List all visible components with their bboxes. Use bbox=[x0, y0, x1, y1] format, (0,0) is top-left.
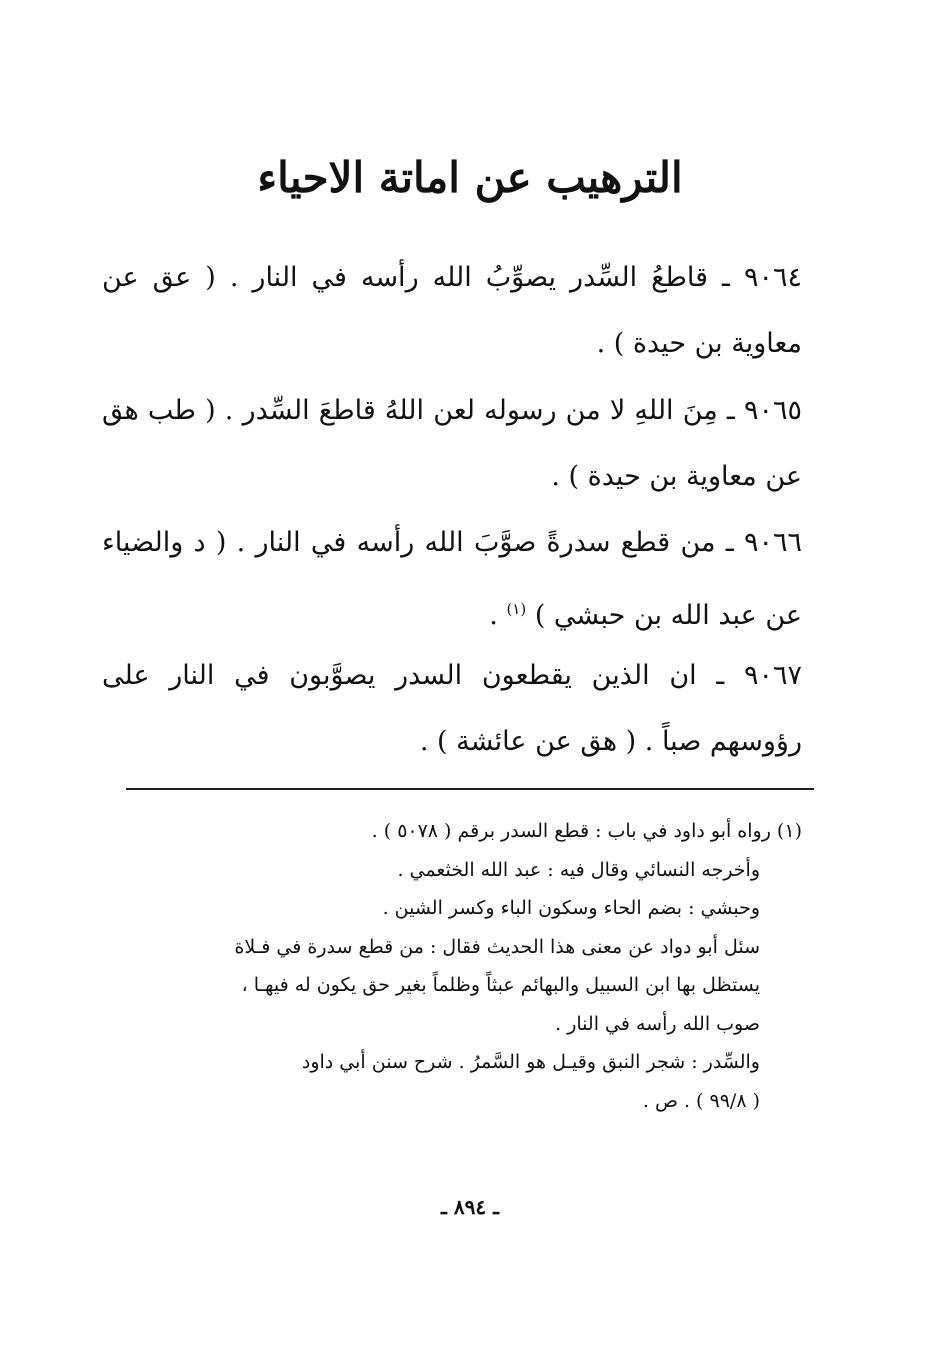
footnote-line: سئل أبو دواد عن معنى هذا الحديث فقال : من قطع سدرة في فـلاة bbox=[234, 935, 760, 958]
hadith-9066-text: ٩٠٦٦ ـ من قطع سدرةً صوَّبَ الله رأسه في النار . ( د والضياء عن عبد الله بن حبشي ) bbox=[102, 527, 802, 631]
footnote-line: ( ٩٩/٨ ) . ص . bbox=[642, 1089, 760, 1112]
footnote-line: وأخرجه النسائي وقال فيه : عبد الله الخثعمي . bbox=[397, 858, 760, 881]
footnotes bbox=[102, 812, 802, 1120]
hadith-9066-end: . bbox=[489, 600, 498, 631]
hadith-9065: ٩٠٦٥ ـ مِنَ اللهِ لا من رسوله لعن اللهُ قاطعَ السِّدر . ( طب هق عن معاوية بن حيدة ) . bbox=[102, 395, 802, 492]
footnote-line: يستظل بها ابن السبيل والبهائم عبثاً وظلماً بغير حق يكون له فيهـا ، bbox=[241, 974, 760, 996]
hadith-9064: ٩٠٦٤ ـ قاطعُ السِّدر يصوِّبُ الله رأسه في النار . ( عق عن معاوية بن حيدة ) . bbox=[102, 262, 802, 359]
footnote-marker[interactable]: (١) bbox=[506, 600, 527, 618]
hadith-9067: ٩٠٦٧ ـ ان الذين يقطعون السدر يصوَّبون في النار على رؤوسهم صباً . ( هق عن عائشة ) . bbox=[102, 660, 802, 757]
footnote-divider bbox=[126, 788, 814, 790]
hadith-9066 bbox=[102, 510, 802, 649]
footnote-line: وحبشي : بضم الحاء وسكون الباء وكسر الشين . bbox=[382, 897, 760, 919]
footnote-line: صوب الله رأسه في النار . bbox=[555, 1012, 760, 1035]
footnote-line: والسِّدر : شجر النبق وقيـل هو السَّمرُ . شرح سنن أبي داود bbox=[301, 1051, 760, 1073]
page-number: ـ ٨٩٤ ـ bbox=[441, 1195, 499, 1219]
footnote-line: (١) رواه أبو داود في باب : قطع السدر برقم ( ٥٠٧٨ ) . bbox=[371, 820, 802, 842]
chapter-title: الترهيب عن اماتة الاحياء bbox=[257, 153, 683, 202]
